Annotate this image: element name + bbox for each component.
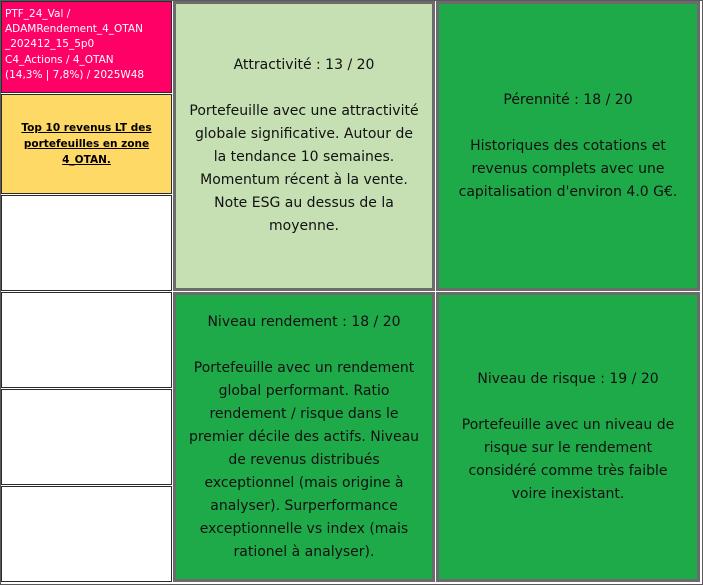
perennite-body: Historiques des cotations et revenus complets avec une capitalisation d'environ 4.0 G€.: [458, 137, 678, 200]
risque-panel: [436, 292, 700, 582]
portfolio-title-line: ADAMRendement_4_OTAN: [5, 23, 143, 36]
empty-cell: [1, 292, 172, 388]
portfolio-title-cell: [1, 1, 172, 93]
portfolio-title-line: _202412_15_5p0: [5, 38, 95, 51]
perennite-title: Pérennité : 18 / 20: [503, 91, 633, 108]
attractivite-body: Portefeuille avec une attractivité globale significative. Autour de la tendance 10 semaines. Momentum récent à la vente. Note ESG au dessus de la moyenne.: [189, 103, 419, 234]
portfolio-title-line: C4_Actions / 4_OTAN: [5, 53, 114, 66]
rendement-body: Portefeuille avec un rendement global performant. Ratio rendement / risque dans le premier décile des actifs. Niveau de revenus distribués exceptionnel (mais origine à analyser). Surperformance exceptionnelle vs index (mais rationel à analyser).: [188, 359, 420, 560]
portfolio-subtitle-cell: [1, 94, 172, 194]
empty-cell: [1, 486, 172, 582]
rendement-panel: [173, 292, 435, 582]
empty-cell: [1, 389, 172, 485]
attractivite-panel: [173, 1, 435, 291]
portfolio-title-line: (14,3% | 7,8%) / 2025W48: [5, 68, 145, 81]
portfolio-title-line: PTF_24_Val /: [5, 8, 71, 20]
attractivite-title: Attractivité : 13 / 20: [233, 57, 375, 73]
portfolio-subtitle: Top 10 revenus LT des portefeuilles en zone 4_OTAN.: [21, 122, 152, 166]
risque-body: Portefeuille avec un niveau de risque sur le rendement considéré comme très faible voire inexistant.: [461, 417, 675, 502]
empty-cell: [1, 195, 172, 291]
perennite-panel: [436, 1, 700, 291]
rendement-title: Niveau rendement : 18 / 20: [207, 313, 401, 330]
risque-title: Niveau de risque : 19 / 20: [477, 371, 659, 387]
